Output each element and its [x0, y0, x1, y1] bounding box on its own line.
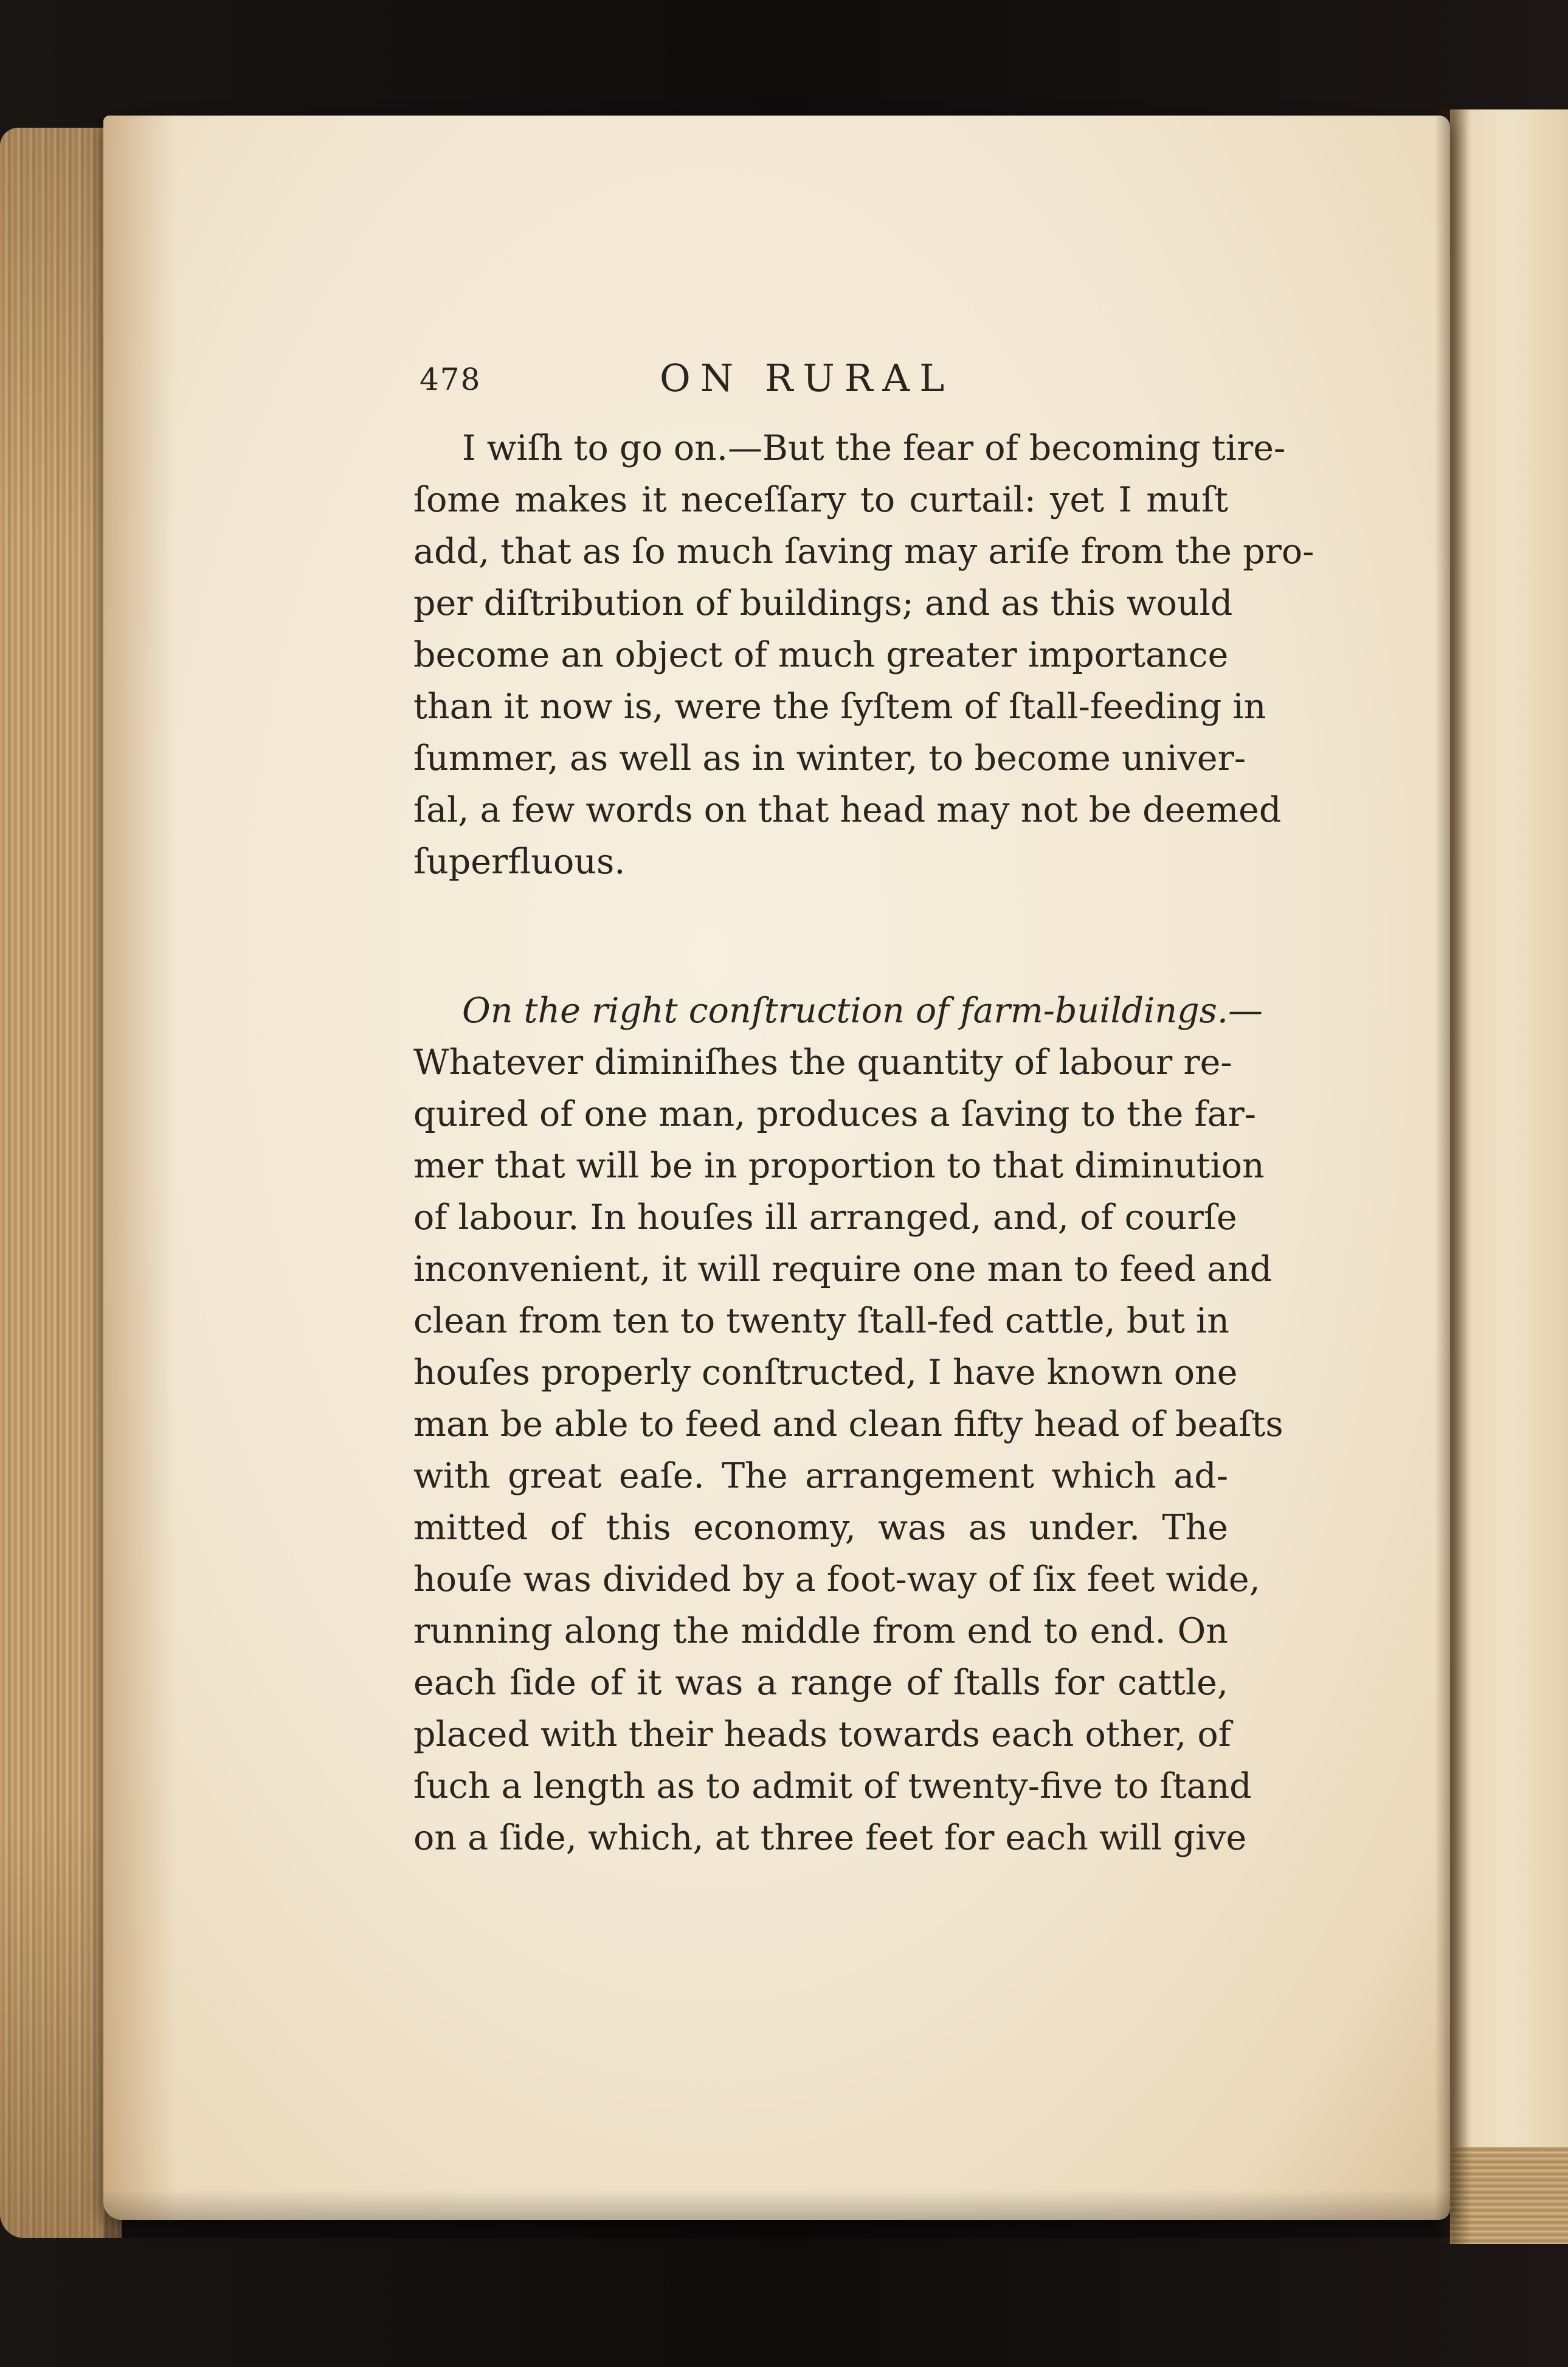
body-text — [413, 423, 1314, 1864]
section-heading: On the right conſtruction of farm-buildings.— — [462, 991, 1263, 1031]
text-line: running along the middle from end to end. On — [413, 1611, 1228, 1651]
text-line: per diſtribution of buildings; and as this would — [413, 583, 1233, 623]
text-line: mitted of this economy, was as under. The — [413, 1508, 1228, 1548]
text-line: mer that will be in proportion to that diminution — [413, 1146, 1265, 1186]
text-line: ſummer, as well as in winter, to become univer- — [413, 738, 1246, 778]
text-line: become an object of much greater importance — [413, 635, 1229, 675]
text-line: placed with their heads towards each other, of — [413, 1714, 1231, 1755]
page-header — [420, 356, 1228, 404]
text-line: ſuch a length as to admit of twenty-five to ſtand — [413, 1766, 1252, 1806]
text-line: ſal, a few words on that head may not be deemed — [413, 790, 1282, 830]
text-line: each ſide of it was a range of ſtalls for cattle, — [413, 1663, 1228, 1703]
paragraph-2 — [413, 985, 1283, 1864]
text-line: ſome makes it neceſſary to curtail: yet I muſt — [413, 480, 1228, 520]
paragraph-1 — [413, 423, 1314, 888]
paragraph-gap — [413, 888, 1228, 985]
text-line: quired of one man, produces a ſaving to the far- — [413, 1094, 1257, 1134]
text-line: add, that as ſo much ſaving may ariſe from the pro- — [413, 532, 1314, 572]
text-line: man be able to feed and clean fifty head of beaſts — [413, 1404, 1283, 1444]
running-head: ON RURAL — [660, 356, 955, 400]
text-line: with great eaſe. The arrangement which ad- — [413, 1456, 1228, 1496]
text-line: of labour. In houſes ill arranged, and, of courſe — [413, 1197, 1237, 1238]
text-line: Whatever diminiſhes the quantity of labour re- — [413, 1042, 1232, 1083]
text-line: than it now is, were the ſyſtem of ſtall-feeding in — [413, 687, 1266, 727]
page-bottom-shadow — [103, 2189, 1450, 2238]
page-foxing — [103, 116, 176, 2220]
text-line: houſe was divided by a foot-way of ſix feet wide, — [413, 1559, 1260, 1599]
book-gutter — [1435, 109, 1471, 2244]
text-line: I wiſh to go on.—But the fear of becoming tire- — [462, 428, 1286, 468]
page-number: 478 — [420, 362, 482, 397]
text-line: clean from ten to twenty ſtall-fed cattle, but in — [413, 1301, 1229, 1341]
text-line: inconvenient, it will require one man to feed and — [413, 1249, 1273, 1289]
text-line: houſes properly conſtructed, I have known one — [413, 1353, 1238, 1393]
text-line: on a ſide, which, at three feet for each will give — [413, 1818, 1247, 1858]
text-line: ſuperfluous. — [413, 842, 626, 882]
